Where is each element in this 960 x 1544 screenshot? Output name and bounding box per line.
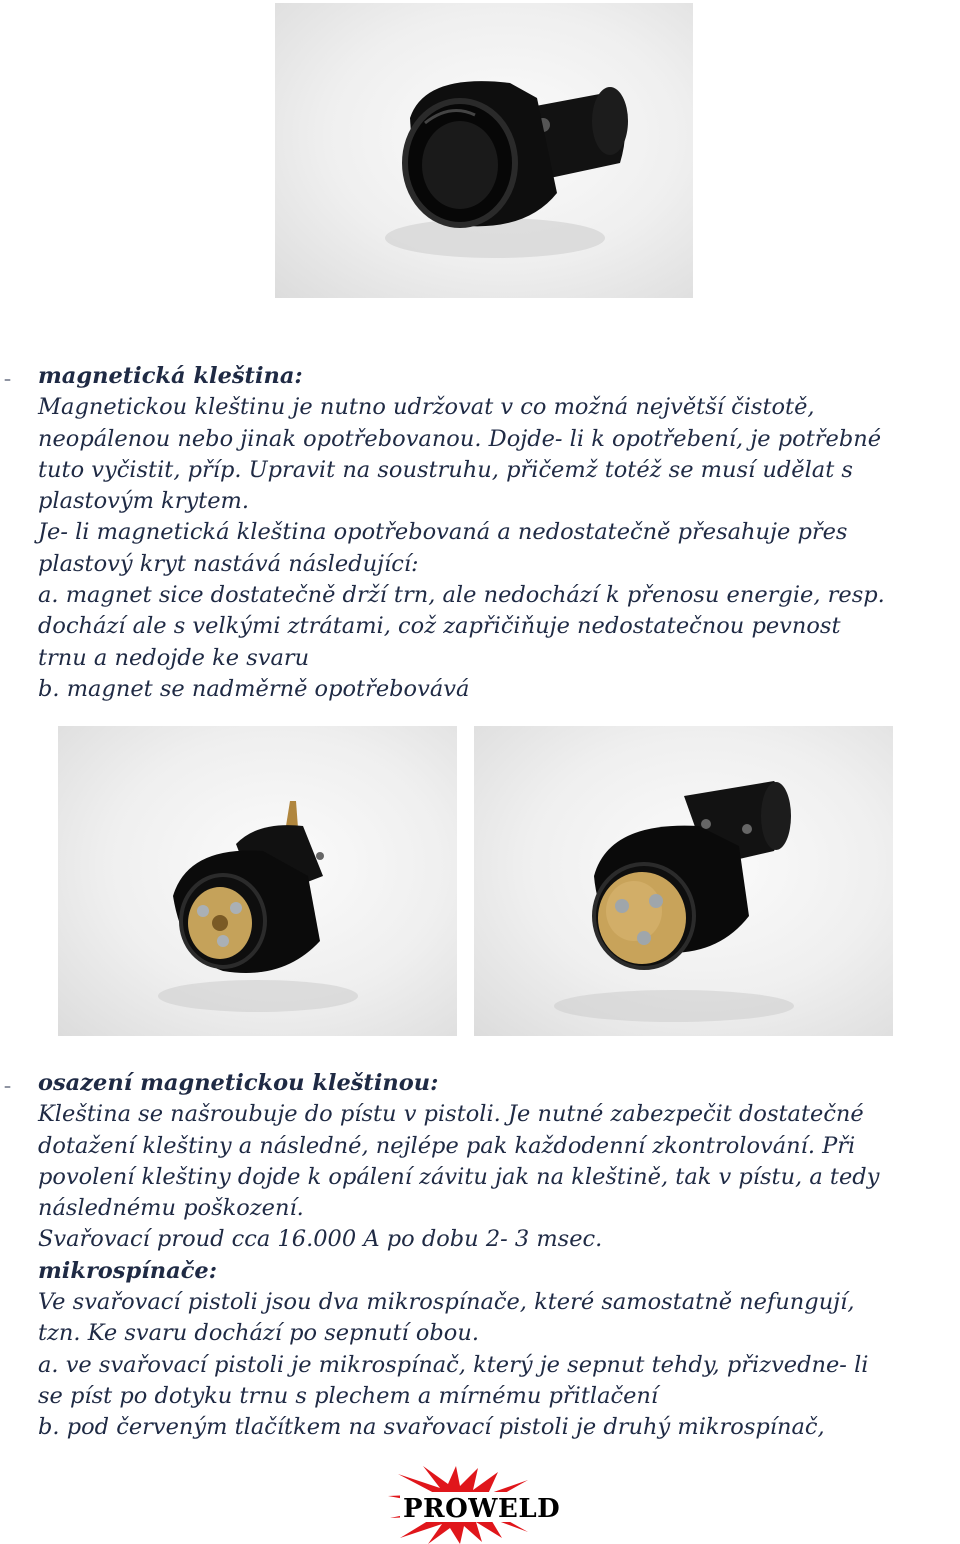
subsection-heading: mikrospínače: bbox=[38, 1257, 218, 1284]
text-line: dochází ale s velkými ztrátami, což zapřičiňuje nedostatečnou pevnost bbox=[38, 613, 841, 640]
text-line: neopálenou nebo jinak opotřebovanou. Dojde- li k opotřebení, je potřebné bbox=[38, 425, 882, 452]
text-line: Svařovací proud cca 16.000 A po dobu 2- 3 msec. bbox=[38, 1226, 603, 1253]
text-line: Ve svařovací pistoli jsou dva mikrospínače, které samostatně nefungují, bbox=[38, 1289, 855, 1316]
collet-small-image bbox=[58, 726, 457, 1036]
text-line: b. magnet se nadměrně opotřebovává bbox=[38, 675, 470, 702]
text-line: dotažení kleštiny a následné, nejlépe pak každodenní zkontrolování. Při bbox=[38, 1132, 856, 1159]
text-line: plastový kryt nastává následující: bbox=[38, 550, 419, 577]
text-line: tuto vyčistit, příp. Upravit na soustruhu, přičemž totéž se musí udělat s bbox=[38, 456, 853, 483]
text-line: následnému poškození. bbox=[38, 1195, 304, 1222]
text-line: tzn. Ke svaru dochází po sepnutí obou. bbox=[38, 1320, 479, 1347]
section-heading: osazení magnetickou kleštinou: bbox=[38, 1070, 439, 1096]
text-line: povolení kleštiny dojde k opálení závitu jak na kleštině, tak v pístu, a tedy bbox=[38, 1163, 880, 1190]
text-line: plastovým krytem. bbox=[38, 488, 250, 515]
section-magnetic-collet bbox=[38, 361, 958, 705]
text-line: b. pod červeným tlačítkem na svařovací pistoli je druhý mikrospínač, bbox=[38, 1414, 825, 1441]
text-line: a. ve svařovací pistoli je mikrospínač, který je sepnut tehdy, přizvedne- li bbox=[38, 1351, 869, 1378]
text-line: Kleština se našroubuje do pístu v pistoli. Je nutné zabezpečit dostatečné bbox=[38, 1101, 864, 1128]
section-collet-mounting bbox=[38, 1068, 958, 1444]
text-line: a. magnet sice dostatečně drží trn, ale nedochází k přenosu energie, resp. bbox=[38, 582, 885, 609]
collet-large-image bbox=[474, 726, 893, 1036]
collet-holder-image bbox=[275, 3, 693, 298]
text-line: Je- li magnetická kleština opotřebovaná a nedostatečně přesahuje přes bbox=[38, 519, 848, 546]
photo-collet-small bbox=[58, 726, 457, 1036]
text-line: trnu a nedojde ke svaru bbox=[38, 644, 310, 671]
photo-collet-large bbox=[474, 726, 893, 1036]
text-line: se píst po dotyku trnu s plechem a mírnému přitlačení bbox=[38, 1382, 659, 1409]
section-heading: magnetická kleština: bbox=[38, 363, 303, 389]
logo-text: PROWELD bbox=[403, 1494, 561, 1524]
bullet-dash: – bbox=[4, 372, 11, 388]
proweld-logo bbox=[378, 1466, 578, 1544]
photo-collet-holder bbox=[275, 3, 693, 298]
bullet-dash: – bbox=[4, 1079, 11, 1095]
text-line: Magnetickou kleštinu je nutno udržovat v co možná největší čistotě, bbox=[38, 394, 815, 421]
